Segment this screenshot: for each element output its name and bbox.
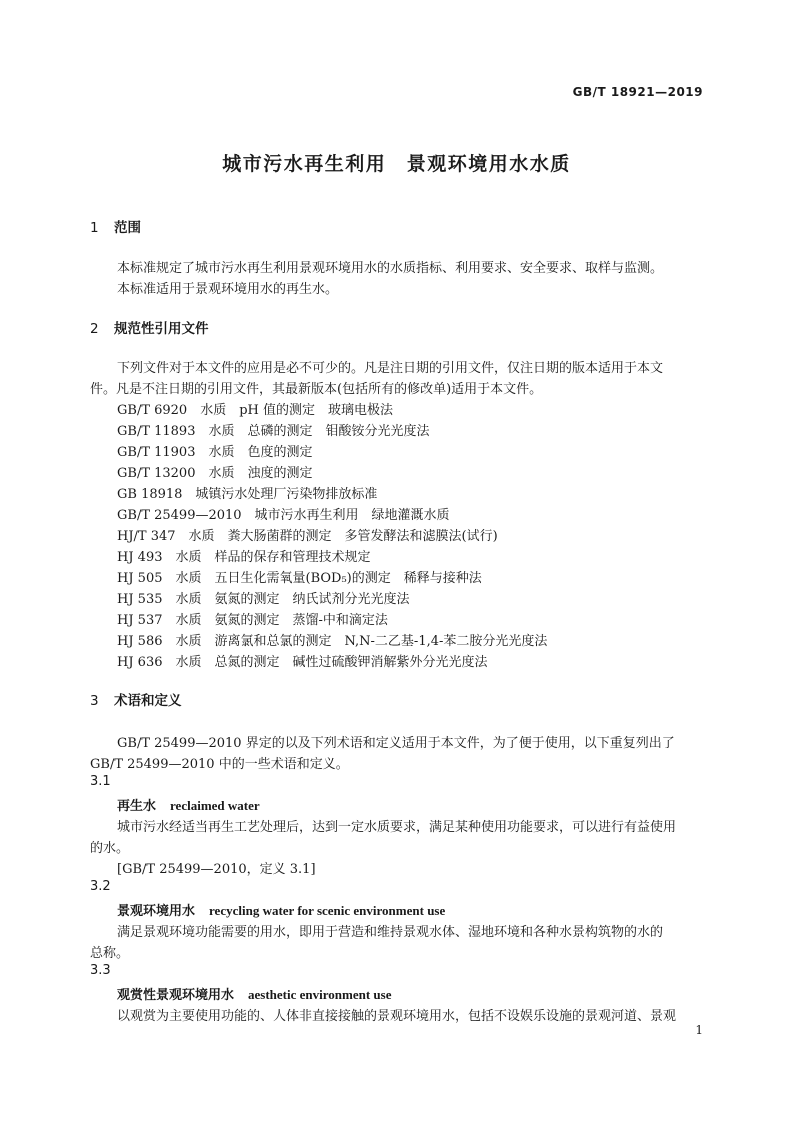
term-definition: 总称。 bbox=[90, 946, 130, 961]
reference-item: HJ 493 水质 样品的保存和管理技术规定 bbox=[117, 550, 371, 565]
term-en: recycling water for scenic environment use bbox=[209, 903, 446, 918]
term-heading bbox=[117, 984, 391, 1003]
paragraph: 本标准规定了城市污水再生利用景观环境用水的水质指标、利用要求、安全要求、取样与监测。 bbox=[117, 261, 664, 276]
term-heading bbox=[117, 900, 445, 919]
reference-item: HJ 535 水质 氨氮的测定 纳氏试剂分光光度法 bbox=[117, 592, 410, 607]
reference-item: GB 18918 城镇污水处理厂污染物排放标准 bbox=[117, 487, 378, 502]
reference-item: GB/T 13200 水质 浊度的测定 bbox=[117, 466, 313, 481]
document-title: 城市污水再生利用 景观环境用水水质 bbox=[222, 153, 571, 175]
page-number: 1 bbox=[695, 1023, 703, 1037]
paragraph-line: 件。凡是不注日期的引用文件，其最新版本(包括所有的修改单)适用于本文件。 bbox=[90, 382, 543, 397]
reference-item: GB/T 6920 水质 pH 值的测定 玻璃电极法 bbox=[117, 403, 393, 418]
reference-item: HJ 586 水质 游离氯和总氯的测定 N,N-二乙基-1,4-苯二胺分光光度法 bbox=[117, 634, 548, 649]
term-zh: 再生水 bbox=[117, 799, 157, 814]
reference-item: HJ 537 水质 氨氮的测定 蒸馏-中和滴定法 bbox=[117, 613, 388, 628]
reference-item: HJ 636 水质 总氮的测定 碱性过硫酸钾消解紫外分光光度法 bbox=[117, 655, 488, 670]
section-2-heading bbox=[90, 317, 209, 337]
term-zh: 景观环境用水 bbox=[117, 904, 196, 919]
section-number: 1 bbox=[90, 220, 99, 236]
section-3-heading bbox=[90, 689, 182, 709]
term-definition: 满足景观环境功能需要的用水，即用于营造和维持景观水体、湿地环境和各种水景构筑物的水的 bbox=[117, 925, 664, 940]
paragraph-line: GB/T 25499—2010 界定的以及下列术语和定义适用于本文件，为了便于使用，以下重复列出了 bbox=[117, 736, 675, 751]
reference-item: GB/T 11903 水质 色度的测定 bbox=[117, 445, 313, 460]
section-title: 规范性引用文件 bbox=[114, 321, 209, 337]
term-source: [GB/T 25499—2010，定义 3.1] bbox=[117, 862, 316, 877]
term-definition: 以观赏为主要使用功能的、人体非直接接触的景观环境用水，包括不设娱乐设施的景观河道、景观 bbox=[117, 1009, 677, 1024]
term-heading bbox=[117, 795, 260, 814]
term-definition: 城市污水经适当再生工艺处理后，达到一定水质要求，满足某种使用功能要求，可以进行有益使用 bbox=[117, 820, 677, 835]
paragraph: 本标准适用于景观环境用水的再生水。 bbox=[117, 282, 339, 297]
paragraph-line: 下列文件对于本文件的应用是必不可少的。凡是注日期的引用文件，仅注日期的版本适用于本文 bbox=[117, 361, 664, 376]
term-number: 3.2 bbox=[90, 879, 111, 894]
reference-item: GB/T 11893 水质 总磷的测定 钼酸铵分光光度法 bbox=[117, 424, 430, 439]
section-number: 2 bbox=[90, 321, 99, 337]
paragraph-line: GB/T 25499—2010 中的一些术语和定义。 bbox=[90, 757, 349, 772]
section-1-heading bbox=[90, 216, 141, 236]
reference-item: GB/T 25499—2010 城市污水再生利用 绿地灌溉水质 bbox=[117, 508, 450, 523]
reference-item: HJ/T 347 水质 粪大肠菌群的测定 多管发酵法和滤膜法(试行) bbox=[117, 529, 498, 544]
term-definition: 的水。 bbox=[90, 841, 130, 856]
section-title: 术语和定义 bbox=[114, 693, 182, 709]
term-en: reclaimed water bbox=[170, 798, 260, 813]
term-zh: 观赏性景观环境用水 bbox=[117, 988, 235, 1003]
standard-code: GB/T 18921—2019 bbox=[572, 85, 703, 99]
reference-item: HJ 505 水质 五日生化需氧量(BOD₅)的测定 稀释与接种法 bbox=[117, 571, 482, 586]
term-number: 3.1 bbox=[90, 774, 111, 789]
term-en: aesthetic environment use bbox=[248, 987, 392, 1002]
section-number: 3 bbox=[90, 693, 99, 709]
section-title: 范围 bbox=[114, 220, 141, 236]
term-number: 3.3 bbox=[90, 963, 111, 978]
